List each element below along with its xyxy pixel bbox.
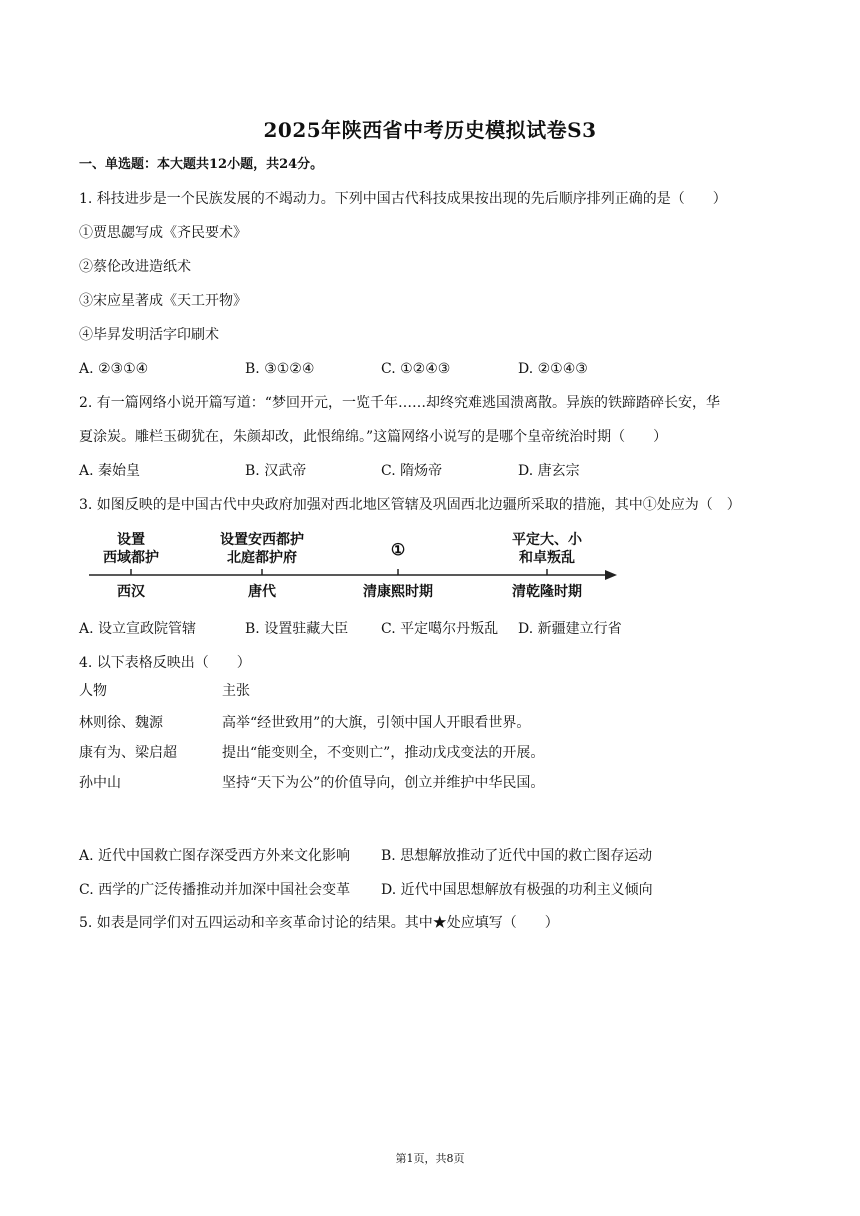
q2-stem-line1: 2. 有一篇网络小说开篇写道：“梦回开元，一览千年……却终究难逃国溃离散。异族的铁蹄踏碎长安，华	[79, 395, 720, 411]
timeline-event-top: 设置	[117, 532, 145, 548]
q1-option-b: B. ③①②④	[245, 361, 315, 377]
q4-option-a: A. 近代中国救亡图存深受西方外来文化影响	[79, 848, 351, 864]
timeline-event-bottom: 和卓叛乱	[519, 550, 575, 566]
table-cell-claim: 高举“经世致用”的大旗，引领中国人开眼看世界。	[222, 715, 531, 731]
timeline-figure	[79, 529, 619, 603]
timeline-blank-marker: ①	[390, 540, 406, 559]
table-cell-claim: 提出“能变则全，不变则亡”，推动戊戌变法的开展。	[222, 745, 545, 761]
q1-stem: 1. 科技进步是一个民族发展的不竭动力。下列中国古代科技成果按出现的先后顺序排列正确的是（ ）	[79, 191, 727, 207]
table-cell-person: 孙中山	[79, 775, 121, 791]
timeline-period: 西汉	[117, 584, 145, 600]
q3-option-b: B. 设置驻藏大臣	[245, 621, 349, 637]
table-cell-person: 林则徐、魏源	[79, 715, 163, 731]
page-footer: 第1页，共8页	[395, 1152, 465, 1165]
q4-stem: 4. 以下表格反映出（ ）	[79, 655, 251, 671]
table-header-claim: 主张	[222, 683, 250, 699]
q3-option-d: D. 新疆建立行省	[518, 621, 622, 637]
timeline-event-top: 平定大、小	[512, 532, 582, 548]
q4-option-b: B. 思想解放推动了近代中国的救亡图存运动	[381, 848, 653, 864]
q2-option-d: D. 唐玄宗	[518, 463, 580, 479]
timeline-period: 清乾隆时期	[512, 584, 582, 600]
arrow-head-icon	[605, 570, 617, 580]
timeline-period: 唐代	[248, 584, 276, 600]
q5-stem: 5. 如表是同学们对五四运动和辛亥革命讨论的结果。其中★处应填写（ ）	[79, 915, 559, 931]
q3-option-c: C. 平定噶尔丹叛乱	[381, 621, 499, 637]
timeline-event-bottom: 北庭都护府	[227, 550, 297, 566]
table-header-person: 人物	[79, 683, 107, 699]
timeline-event-bottom: 西域都护	[103, 550, 159, 566]
q2-option-a: A. 秦始皇	[79, 463, 141, 479]
q2-stem-line2: 夏涂炭。雕栏玉砌犹在，朱颜却改，此恨绵绵。”这篇网络小说写的是哪个皇帝统治时期（ ）	[79, 429, 668, 445]
q1-option-a: A. ②③①④	[79, 361, 149, 377]
table-cell-person: 康有为、梁启超	[79, 745, 177, 761]
q1-item: ③宋应星著成《天工开物》	[79, 293, 247, 309]
q1-item: ②蔡伦改进造纸术	[79, 259, 191, 275]
q1-item: ④毕昇发明活字印刷术	[79, 327, 219, 343]
section-heading: 一、单选题：本大题共12小题，共24分。	[79, 157, 324, 172]
q3-stem: 3. 如图反映的是中国古代中央政府加强对西北地区管辖及巩固西北边疆所采取的措施，其中①处应为（ ）	[79, 497, 741, 513]
q4-option-d: D. 近代中国思想解放有极强的功利主义倾向	[381, 882, 653, 898]
timeline-event-top: 设置安西都护	[220, 532, 304, 548]
q1-option-c: C. ①②④③	[381, 361, 451, 377]
page-title: 2025年陕西省中考历史模拟试卷S3	[263, 118, 597, 142]
q2-option-c: C. 隋炀帝	[381, 463, 443, 479]
q1-item: ①贾思勰写成《齐民要术》	[79, 225, 247, 241]
q3-option-a: A. 设立宣政院管辖	[79, 621, 197, 637]
q1-option-d: D. ②①④③	[518, 361, 588, 377]
table-cell-claim: 坚持“天下为公”的价值导向，创立并维护中华民国。	[222, 775, 545, 791]
timeline-period: 清康熙时期	[363, 584, 433, 600]
q2-option-b: B. 汉武帝	[245, 463, 307, 479]
q4-option-c: C. 西学的广泛传播推动并加深中国社会变革	[79, 882, 351, 898]
